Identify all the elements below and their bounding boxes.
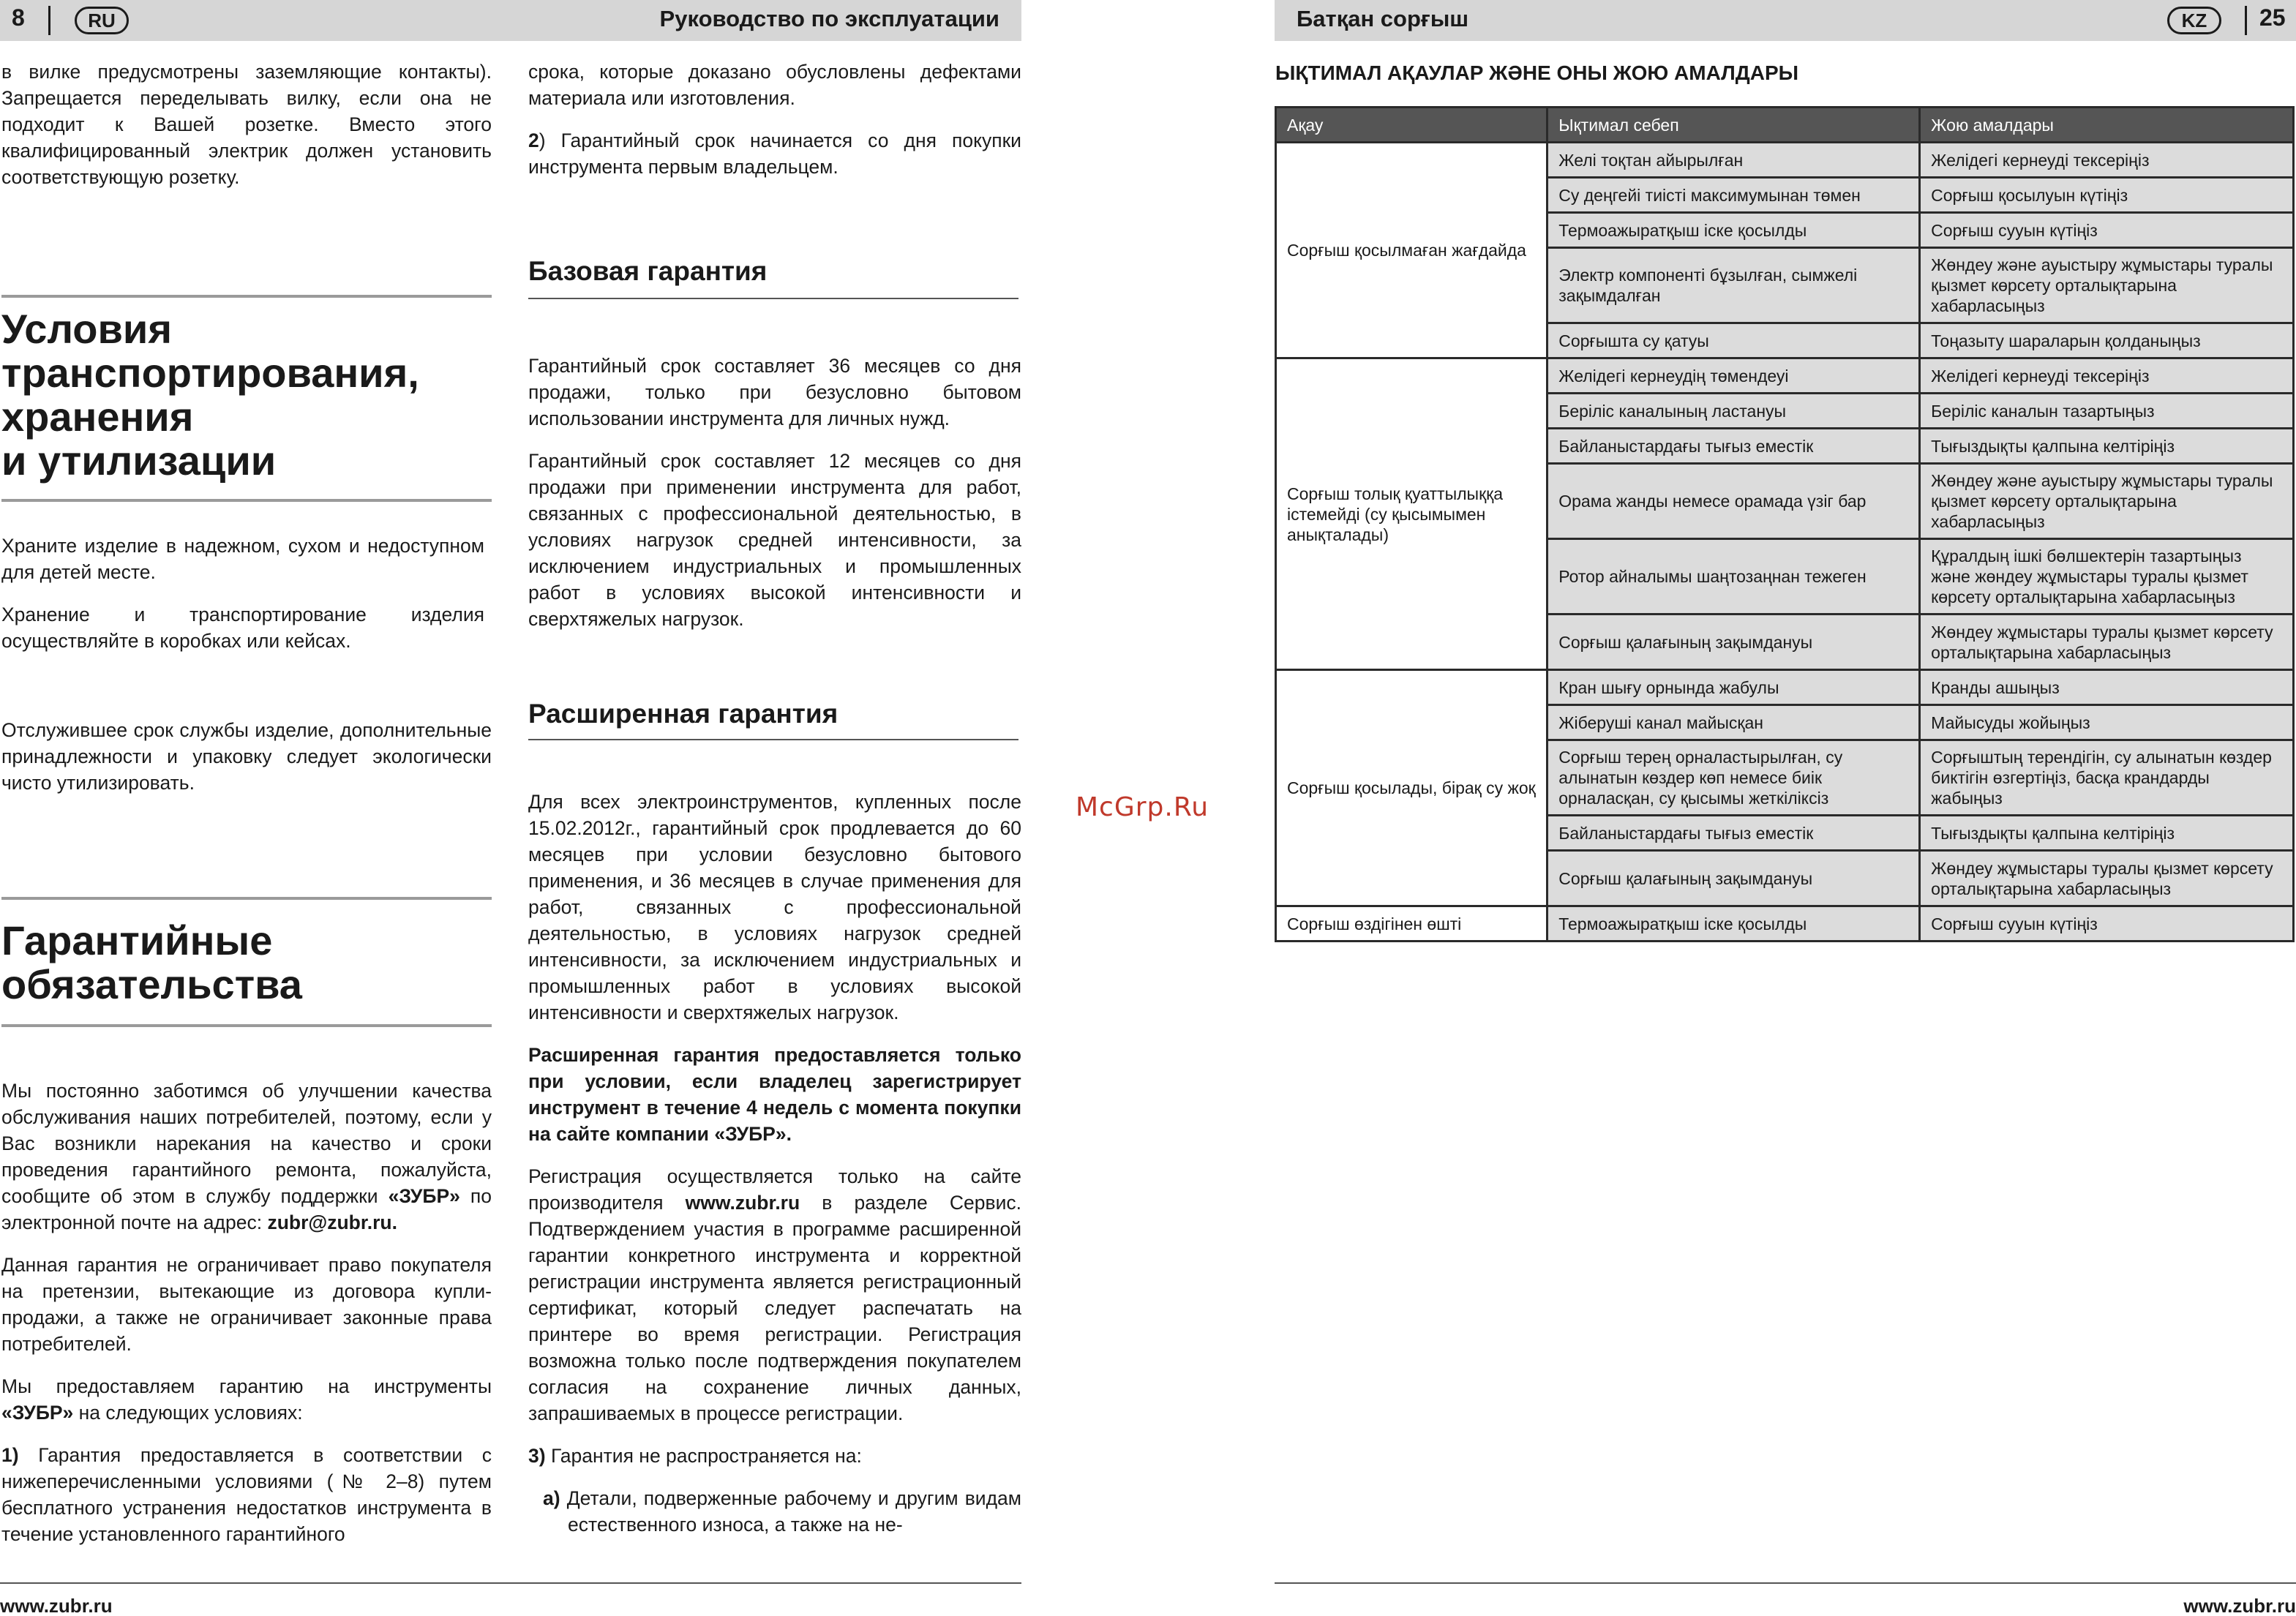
cause-cell: Желідегі кернеудің төмендеуі [1547, 358, 1920, 394]
table-row [1276, 670, 2294, 705]
problem-cell: Сорғыш қосылмаған жағдайда [1276, 143, 1547, 358]
watermark: McGrp.Ru [1076, 792, 1209, 822]
remedy-cell: Сорғыштың терендігін, су алынатын көздер биктігін өзгертіңіз, басқа крандарды жабыңыз [1920, 740, 2294, 816]
paragraph: Отслужившее срок службы изделие, дополнительные принадлежности и упаковку следует экологически чисто утилизировать. [1, 719, 492, 794]
remedy-cell: Жөндеу жұмыстары туралы қызмет көрсету орталықтарына хабарласыңыз [1920, 615, 2294, 670]
remedy-cell: Желідегі кернеуді тексеріңіз [1920, 358, 2294, 394]
paragraph: Для всех электроинструментов, купленных после 15.02.2012г., гарантийный срок продлевается до 60 месяцев при условии безусловно бытового применения, и 36 месяцев в случае применения для работ, связанных с профессиональной деятельностью, в условиях нагрузок средней интенсивности, за исключением индустриальных и промышленных работ в условиях высокой интенсивности и сверхтяжелых нагрузок. [528, 791, 1021, 1023]
paragraph: 1) Гарантия предоставляется в соответствии с нижеперечисленными условиями (№ 2–8) путем бесплатного устранения недостатков инструмента в течение установленного гарантийного [1, 1444, 492, 1545]
section-title-warranty: Гарантийные обязательства [1, 917, 302, 1007]
language-badge: KZ [2167, 7, 2221, 34]
cause-cell: Беріліс каналының ластануы [1547, 394, 1920, 429]
section-rule [1, 1024, 492, 1027]
cause-cell: Сорғыш терең орналастырылған, су алынатын көздер көп немесе биік орналасқан, су қысымы жеткіліксіз [1547, 740, 1920, 816]
language-badge: RU [75, 7, 129, 34]
cause-cell: Кран шығу орнында жабулы [1547, 670, 1920, 705]
table-row [1276, 906, 2294, 942]
cause-cell: Термоажыратқыш іске қосылды [1547, 213, 1920, 248]
storage-text [1, 533, 484, 670]
heading-extended-warranty: Расширенная гарантия [528, 699, 839, 729]
footer-website-link[interactable]: www.zubr.ru [2183, 1595, 2296, 1616]
page-number: 25 [2259, 4, 2286, 31]
table-header-row [1276, 108, 2294, 143]
header-title: Руководство по эксплуатации [659, 6, 999, 31]
paragraph: Храните изделие в надежном, сухом и недоступном для детей месте. [1, 535, 484, 583]
cause-cell: Байланыстардағы тығыз еместік [1547, 816, 1920, 851]
header-title: Батқан сорғыш [1297, 6, 1469, 31]
paragraph: Данная гарантия не ограничивает право покупателя на претензии, вытекающие из договора купли-продажи, а также не ограничивает законные права потребителей. [1, 1254, 492, 1355]
paragraph: срока, которые доказано обусловлены дефектами материала или изготовления. [528, 61, 1021, 109]
cause-cell: Электр компоненті бұзылған, сымжелі зақымдалған [1547, 248, 1920, 323]
cause-cell: Желі тоқтан айырылған [1547, 143, 1920, 178]
cause-cell: Су деңгейі тиісті максимумынан төмен [1547, 178, 1920, 213]
heading-underline [528, 739, 1018, 740]
remedy-cell: Сорғыш қосылуын күтіңіз [1920, 178, 2294, 213]
remedy-cell: Жөндеу және ауыстыру жұмыстары туралы қызмет көрсету орталықтарына хабарласыңыз [1920, 464, 2294, 539]
list-item: а) Детали, подверженные рабочему и другим видам естественного износа, а также на не- [543, 1487, 1021, 1536]
section-rule [1, 295, 492, 298]
paragraph: Регистрация осуществляется только на сайте производителя www.zubr.ru в разделе Сервис. Подтверждением участия в программе расширенной гарантии конкретного инструмента и корректной регистрации инструмента является регистрационный сертификат, который следует распечатать на принтере во время регистрации. Регистрация возможна только после подтверждения покупателем согласия на сохранение личных данных, запрашиваемых в процессе регистрации. [528, 1165, 1022, 1424]
troubleshooting-table [1275, 106, 2295, 942]
paragraph: Гарантийный срок составляет 12 месяцев со дня продажи при применении инструмента для работ, связанных с профессиональной деятельностью, в условиях нагрузок средней интенсивности, за исключением индустриальных и промышленных работ в условиях высокой интенсивности и сверхтяжелых нагрузок. [528, 450, 1021, 630]
paragraph: Мы предоставляем гарантию на инструменты «ЗУБР» на следующих условиях: [1, 1375, 492, 1424]
paragraph: Гарантийный срок составляет 36 месяцев со дня продажи, только при безусловно бытовом использовании инструмента для личных нужд. [528, 355, 1021, 429]
remedy-cell: Жөндеу және ауыстыру жұмыстары туралы қызмет көрсету орталықтарына хабарласыңыз [1920, 248, 2294, 323]
cause-cell: Ротор айналымы шаңтозаңнан тежеген [1547, 539, 1920, 615]
footer-rule [1275, 1582, 2296, 1584]
remedy-cell: Кранды ашыңыз [1920, 670, 2294, 705]
remedy-cell: Майысуды жойыңыз [1920, 705, 2294, 740]
cause-cell: Жіберуші канал майысқан [1547, 705, 1920, 740]
paragraph: Мы постоянно заботимся об улучшении качества обслуживания наших потребителей, поэтому, если у Вас возникли нарекания на качество и сроки проведения гарантийного ремонта, пожалуйста, сообщите об этом в службу поддержки «ЗУБР» по электронной почте на адрес: zubr@zubr.ru. [1, 1080, 492, 1233]
remedy-cell: Сорғыш сууын күтіңіз [1920, 906, 2294, 942]
paragraph: 3) Гарантия не распространяется на: [528, 1445, 862, 1467]
header-divider [2245, 6, 2247, 35]
problem-cell: Сорғыш толық қуаттылыққа істемейді (су қысымымен анықталады) [1276, 358, 1547, 670]
remedy-cell: Тоңазыту шараларын қолданыңыз [1920, 323, 2294, 358]
heading-underline [528, 298, 1018, 299]
troubleshooting-title: ЫҚТИМАЛ АҚАУЛАР ЖӘНЕ ОНЫ ЖОЮ АМАЛДАРЫ [1275, 61, 1799, 84]
left-page-header [0, 0, 1021, 41]
column-header-problem: Ақау [1276, 108, 1547, 143]
remedy-cell: Құралдың ішкі бөлшектерін тазартыңыз және жөндеу жұмыстары туралы қызмет көрсету орталықтарына хабарласыңыз [1920, 539, 2294, 615]
disposal-text [1, 717, 492, 812]
table-row [1276, 143, 2294, 178]
table-body [1276, 143, 2294, 942]
cause-cell: Байланыстардағы тығыз еместік [1547, 429, 1920, 464]
right-page-header [1275, 0, 2296, 41]
basic-warranty-text [528, 353, 1021, 648]
extended-warranty-text [528, 789, 1021, 1554]
footer-website-link[interactable]: www.zubr.ru [0, 1595, 113, 1616]
remedy-cell: Сорғыш сууын күтіңіз [1920, 213, 2294, 248]
col2-top-text [528, 59, 1021, 196]
page-number: 8 [12, 4, 25, 31]
remedy-cell: Беріліс каналын тазартыңыз [1920, 394, 2294, 429]
footer-rule [0, 1582, 1021, 1584]
remedy-cell: Тығыздықты қалпына келтіріңіз [1920, 816, 2294, 851]
intro-text: в вилке предусмотрены заземляющие контакты). Запрещается переделывать вилку, если она не подходит к Вашей розетке. Вместо этого квалифицированный электрик должен установить соответствующую розетку. [1, 61, 492, 188]
paragraph: 2) Гарантийный срок начинается со дня покупки инструмента первым владельцем. [528, 129, 1021, 178]
cause-cell: Сорғышта су қатуы [1547, 323, 1920, 358]
header-divider [48, 6, 50, 35]
paragraph: Расширенная гарантия предоставляется только при условии, если владелец зарегистрирует инструмент в течение 4 недель с момента покупки на сайте компании «ЗУБР». [528, 1044, 1021, 1145]
cause-cell: Термоажыратқыш іске қосылды [1547, 906, 1920, 942]
column-header-cause: Ықтимал себеп [1547, 108, 1920, 143]
warranty-text [1, 1078, 492, 1563]
remedy-cell: Желідегі кернеуді тексеріңіз [1920, 143, 2294, 178]
column-header-remedy: Жою амалдары [1920, 108, 2294, 143]
section-title-transport: Условия транспортирования, хранения и утилизации [1, 306, 419, 484]
remedy-cell: Тығыздықты қалпына келтіріңіз [1920, 429, 2294, 464]
remedy-cell: Жөндеу жұмыстары туралы қызмет көрсету орталықтарына хабарласыңыз [1920, 851, 2294, 906]
section-rule [1, 897, 492, 900]
problem-cell: Сорғыш қосылады, бірақ су жоқ [1276, 670, 1547, 906]
cause-cell: Орама жанды немесе орамада үзіг бар [1547, 464, 1920, 539]
heading-basic-warranty: Базовая гарантия [528, 256, 768, 286]
section-rule [1, 499, 492, 502]
cause-cell: Сорғыш қалағының зақымдануы [1547, 851, 1920, 906]
problem-cell: Сорғыш өздігінен өшті [1276, 906, 1547, 942]
table-row [1276, 358, 2294, 394]
paragraph: Хранение и транспортирование изделия осуществляйте в коробках или кейсах. [1, 604, 484, 652]
cause-cell: Сорғыш қалағының зақымдануы [1547, 615, 1920, 670]
